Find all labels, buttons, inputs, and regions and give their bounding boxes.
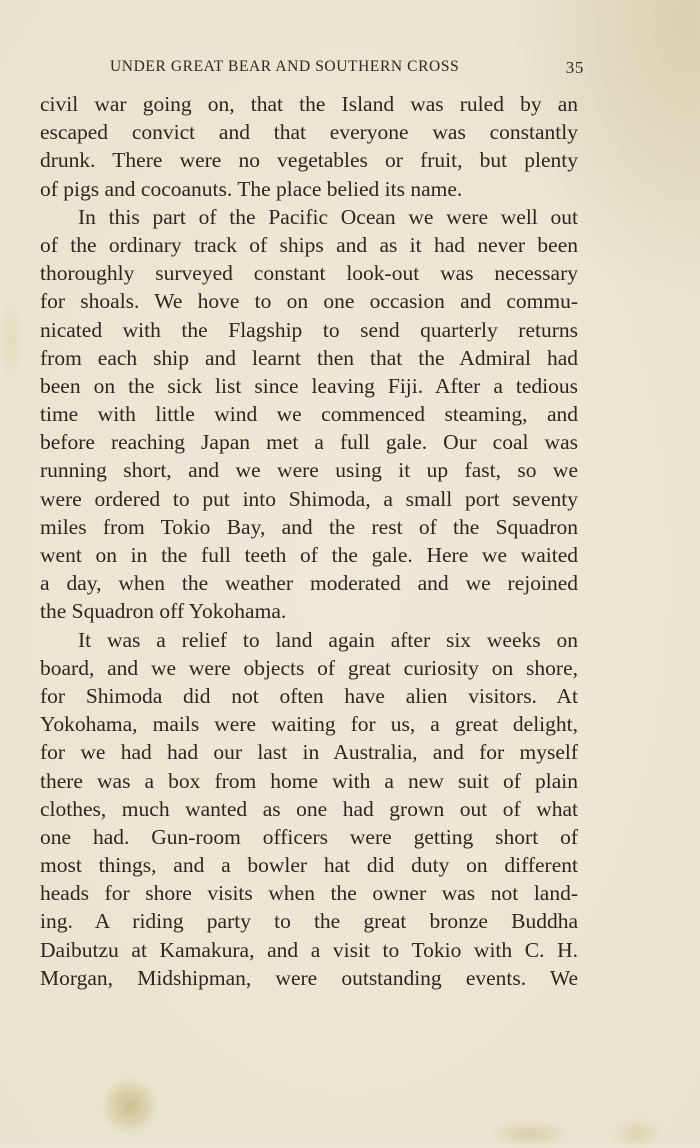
text-line: ing. A riding party to the great bronze Buddha	[40, 909, 578, 934]
text-line: before reaching Japan met a full gale. Our coal was	[40, 430, 578, 455]
text-line: escaped convict and that everyone was constantly	[40, 120, 578, 145]
text-line: of pigs and cocoanuts. The place belied its name.	[40, 176, 463, 201]
text-line: one had. Gun-room officers were getting short of	[40, 824, 578, 849]
paper-stain	[104, 1078, 156, 1134]
text-line: Yokohama, mails were waiting for us, a great delight,	[40, 712, 578, 737]
running-head: UNDER GREAT BEAR AND SOUTHERN CROSS	[110, 58, 460, 75]
text-line: civil war going on, that the Island was ruled by an	[40, 92, 578, 116]
text-line: time with little wind we commenced steaming, and	[40, 402, 578, 427]
text-line: were ordered to put into Shimoda, a small port seventy	[40, 486, 578, 511]
page-number: 35	[565, 58, 584, 77]
text-line: miles from Tokio Bay, and the rest of the Squadron	[40, 514, 578, 539]
text-line: running short, and we were using it up fast, so we	[40, 458, 578, 483]
text-line: Daibutzu at Kamakura, and a visit to Tokio with C. H.	[40, 937, 578, 962]
text-line: for shoals. We hove to on one occasion and commu-	[40, 289, 578, 314]
text-line: board, and we were objects of great curiosity on shore,	[40, 655, 578, 680]
text-line: heads for shore visits when the owner was not land-	[40, 881, 578, 906]
text-line: drunk. There were no vegetables or fruit, but plenty	[40, 148, 578, 173]
text-line: most things, and a bowler hat did duty on different	[40, 853, 578, 878]
text-line: nicated with the Flagship to send quarterly returns	[40, 317, 578, 342]
text-line: It was a relief to land again after six weeks on	[78, 627, 578, 652]
text-line: thoroughly surveyed constant look-out was necessary	[40, 261, 578, 286]
text-line: for we had had our last in Australia, and for myself	[40, 740, 578, 765]
text-line: In this part of the Pacific Ocean we were well out	[78, 204, 578, 229]
body-text	[40, 90, 578, 992]
text-line: Morgan, Midshipman, were outstanding events. We	[40, 965, 578, 990]
text-line: for Shimoda did not often have alien visitors. At	[40, 683, 578, 708]
text-line: the Squadron off Yokohama.	[40, 599, 287, 624]
text-line: from each ship and learnt then that the Admiral had	[40, 345, 578, 370]
text-line: been on the sick list since leaving Fiji. After a tedious	[40, 373, 578, 398]
text-line: a day, when the weather moderated and we rejoined	[40, 571, 578, 596]
text-line: clothes, much wanted as one had grown out of what	[40, 796, 578, 821]
text-line: there was a box from home with a new suit of plain	[40, 768, 578, 793]
text-line: went on in the full teeth of the gale. Here we waited	[40, 543, 578, 567]
paper-stain	[0, 300, 22, 380]
page-header	[110, 58, 584, 80]
text-line: of the ordinary track of ships and as it had never been	[40, 232, 578, 257]
